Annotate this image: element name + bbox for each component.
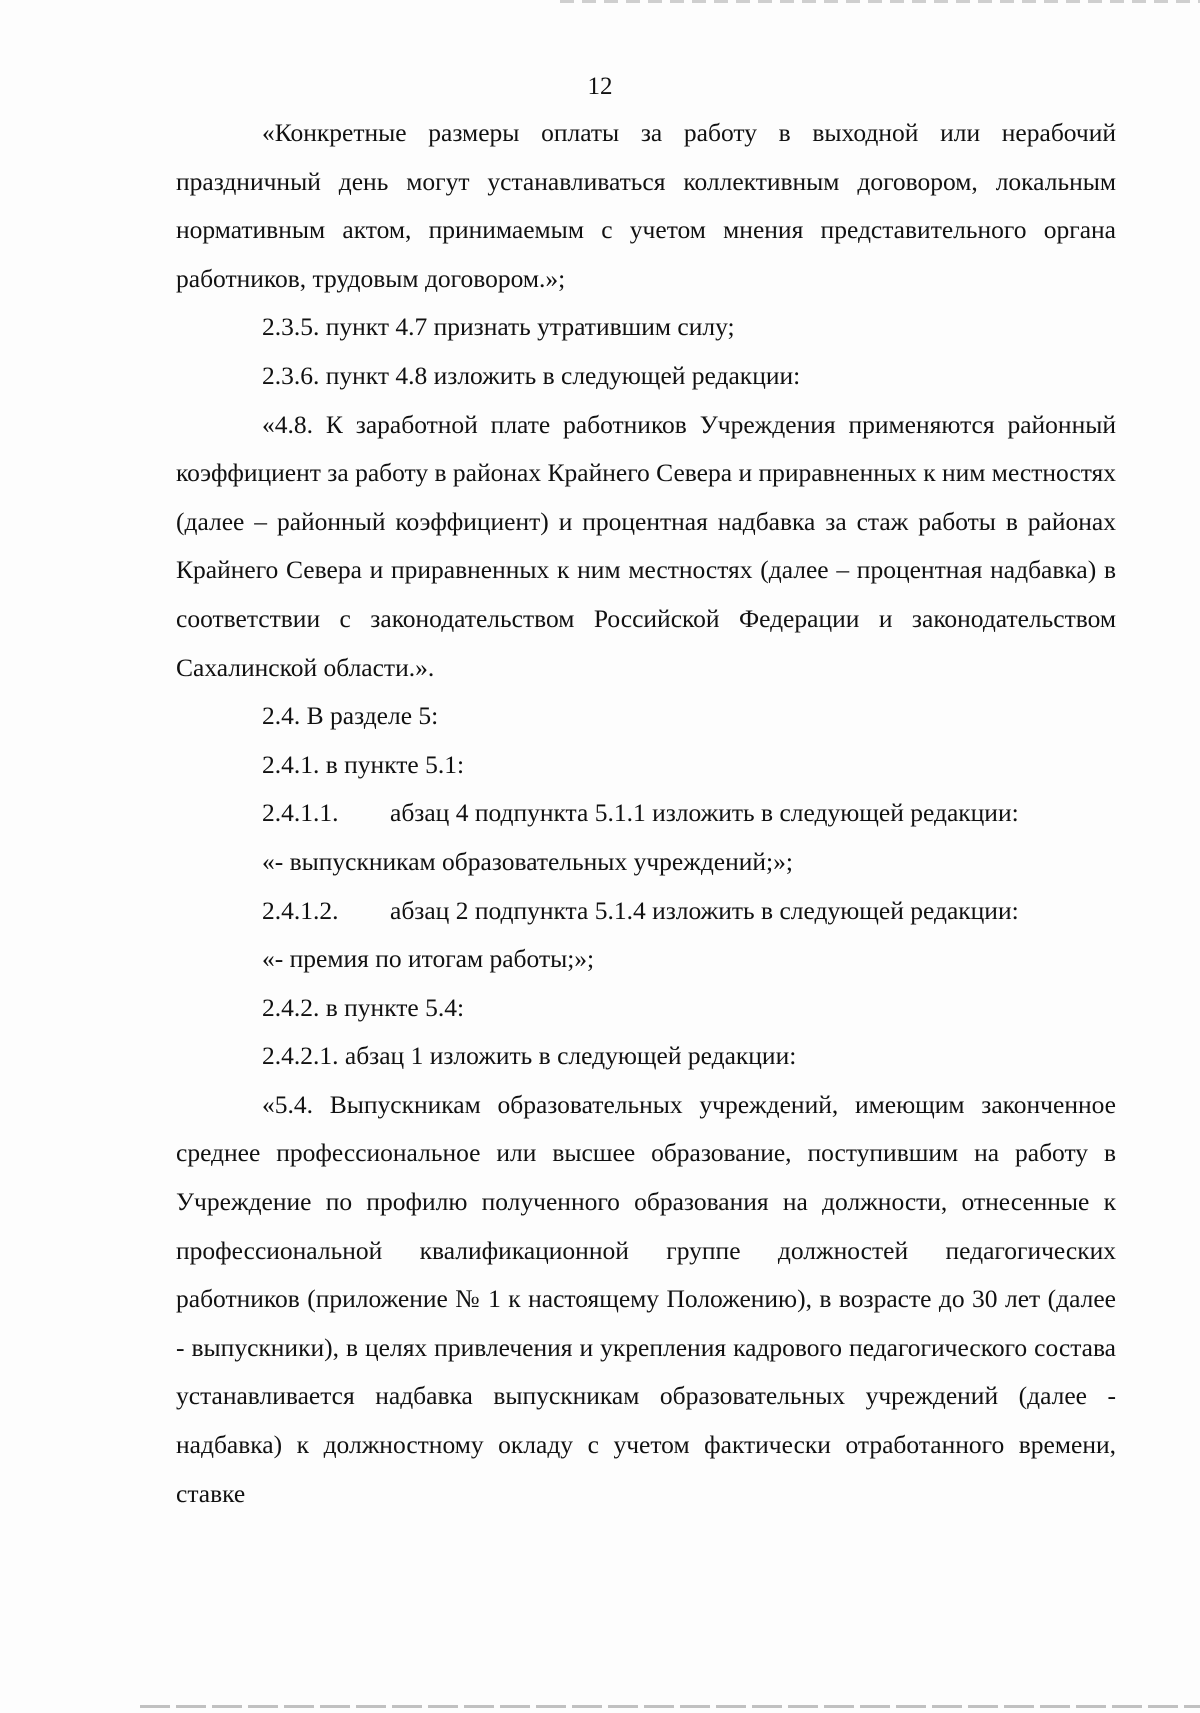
paragraph-2-3-5: 2.3.5. пункт 4.7 признать утратившим силу; bbox=[262, 312, 735, 342]
item-text: абзац 2 подпункта 5.1.4 изложить в следующей редакции: bbox=[390, 895, 1019, 925]
paragraph-2-4: 2.4. В разделе 5: bbox=[262, 701, 439, 731]
scan-edge-bottom bbox=[140, 1705, 1200, 1708]
item-number: 2.4.1.1. bbox=[262, 798, 339, 828]
scan-edge-top bbox=[560, 0, 1200, 3]
paragraph-2-4-1-1 bbox=[176, 789, 1116, 838]
item-text: абзац 4 подпункта 5.1.1 изложить в следующей редакции: bbox=[390, 798, 1019, 828]
paragraph-bonus-quote: «- премия по итогам работы;»; bbox=[262, 944, 595, 974]
paragraph-2-4-2-1: 2.4.2.1. абзац 1 изложить в следующей редакции: bbox=[262, 1041, 797, 1071]
item-number: 2.4.1.2. bbox=[262, 895, 339, 925]
paragraph-graduates-quote: «- выпускникам образовательных учреждений;»; bbox=[262, 846, 793, 876]
document-body bbox=[176, 109, 1116, 1518]
paragraph-2-4-1: 2.4.1. в пункте 5.1: bbox=[262, 749, 465, 779]
page-number: 12 bbox=[587, 73, 613, 100]
paragraph-2-4-1-2 bbox=[176, 887, 1116, 936]
paragraph-5-4: «5.4. Выпускникам образовательных учреждений, имеющим законченное среднее профессиональное или высшее образование, поступившим на работу в Учреждение по профилю полученного образования на должности, отнесенные к профессиональной квалификационной группе должностей педагогических работников (приложение № 1 к настоящему Положению), в возрасте до 30 лет (далее - выпускники), в целях привлечения и укрепления кадрового педагогического состава устанавливается надбавка выпускникам образовательных учреждений (далее - надбавка) к должностному окладу с учетом фактически отработанного времени, ставке bbox=[176, 1089, 1116, 1508]
paragraph-2-3-6: 2.3.6. пункт 4.8 изложить в следующей редакции: bbox=[262, 360, 801, 390]
paragraph-4-8: «4.8. К заработной плате работников Учреждения применяются районный коэффициент за работу в районах Крайнего Севера и приравненных к ним местностях (далее – районный коэффициент) и процентная надбавка за стаж работы в районах Крайнего Севера и приравненных к ним местностях (далее – процентная надбавка) в соответствии с законодательством Российской Федерации и законодательством Сахалинской области.». bbox=[176, 409, 1116, 682]
paragraph-payment-amounts: «Конкретные размеры оплаты за работу в выходной или нерабочий праздничный день могут устанавливаться коллективным договором, локальным нормативным актом, принимаемым с учетом мнения представительного органа работников, трудовым договором.»; bbox=[176, 118, 1116, 293]
paragraph-2-4-2: 2.4.2. в пункте 5.4: bbox=[262, 992, 465, 1022]
